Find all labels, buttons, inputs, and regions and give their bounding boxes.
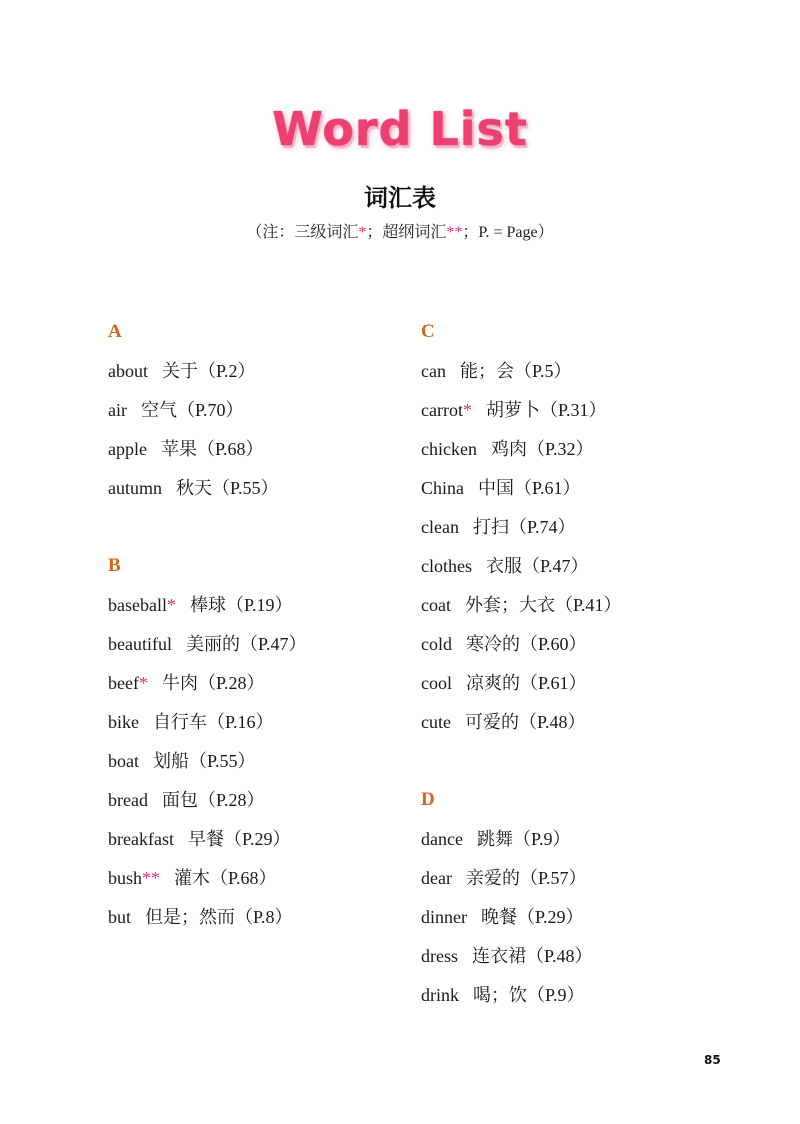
- entry-word: [421, 981, 459, 1009]
- entry-meaning: 中国（P.61）: [478, 478, 581, 498]
- word-entry: [421, 864, 741, 903]
- legend-note: [0, 219, 800, 242]
- word-column-left: [108, 318, 428, 942]
- entry-meaning: 胡萝卜（P.31）: [485, 400, 607, 420]
- entry-word-text: can: [421, 361, 446, 381]
- entry-word-text: clothes: [421, 556, 472, 576]
- entry-meaning: 秋天（P.55）: [176, 478, 279, 498]
- word-entry: [421, 942, 741, 981]
- entry-word-text: clean: [421, 517, 459, 537]
- entry-meaning: 牛肉（P.28）: [161, 673, 265, 693]
- entry-word-text: baseball: [108, 595, 167, 615]
- page-title: Word List: [272, 102, 528, 156]
- word-entry: [108, 474, 428, 513]
- entry-word: [108, 630, 172, 658]
- word-entry: [421, 825, 741, 864]
- entry-meaning: 灌木（P.68）: [174, 868, 277, 888]
- word-entry: [108, 747, 428, 786]
- level-mark: *: [138, 673, 148, 693]
- word-entry: [108, 357, 428, 396]
- entry-word-text: dress: [421, 946, 458, 966]
- note-star-single: *: [358, 224, 367, 241]
- note-open: （注：三级词汇: [246, 224, 359, 241]
- entry-word-text: apple: [108, 439, 147, 459]
- note-star-double: **: [446, 224, 463, 241]
- entry-word-text: bike: [108, 712, 139, 732]
- word-entry: [108, 903, 428, 942]
- entry-meaning: 鸡肉（P.32）: [490, 439, 594, 459]
- entry-meaning: 晚餐（P.29）: [480, 907, 584, 927]
- entry-meaning: 面包（P.28）: [161, 790, 265, 810]
- section-letter: C: [421, 321, 435, 342]
- entry-word-text: carrot: [421, 400, 463, 420]
- entry-word-text: drink: [421, 985, 459, 1005]
- entry-word: [421, 903, 467, 931]
- word-entry: [108, 630, 428, 669]
- entry-meaning: 喝；饮（P.9）: [473, 985, 585, 1005]
- entry-meaning: 凉爽的（P.61）: [466, 673, 587, 693]
- entry-word-text: breakfast: [108, 829, 174, 849]
- entry-word-text: bush: [108, 868, 143, 888]
- note-mid: ；超纲词汇: [366, 224, 447, 241]
- entry-meaning: 苹果（P.68）: [160, 439, 264, 459]
- level-mark: *: [166, 595, 176, 615]
- word-entry: [108, 435, 428, 474]
- entry-meaning: 能；会（P.5）: [459, 361, 572, 381]
- entry-meaning: 关于（P.2）: [162, 361, 256, 381]
- word-entry: [421, 669, 741, 708]
- entry-meaning: 外套；大衣（P.41）: [464, 595, 622, 615]
- entry-word: [108, 864, 160, 892]
- entry-word-text: about: [108, 361, 148, 381]
- entry-meaning: 但是；然而（P.8）: [145, 907, 293, 927]
- page-number: 85: [704, 1053, 721, 1067]
- word-entry: [421, 435, 741, 474]
- entry-meaning: 早餐（P.29）: [187, 829, 291, 849]
- entry-meaning: 打扫（P.74）: [472, 517, 576, 537]
- entry-meaning: 美丽的（P.47）: [185, 634, 307, 654]
- entry-meaning: 棒球（P.19）: [189, 595, 293, 615]
- word-entry: [421, 396, 741, 435]
- word-entry: [108, 669, 428, 708]
- word-entry: [108, 786, 428, 825]
- word-entry: [108, 864, 428, 903]
- entry-word: [108, 357, 148, 385]
- word-entry: [421, 708, 741, 747]
- entry-word: [108, 591, 176, 619]
- entry-word: [421, 630, 452, 658]
- entry-meaning: 寒冷的（P.60）: [466, 634, 587, 654]
- entry-word: [421, 513, 459, 541]
- word-entry: [421, 357, 741, 396]
- entry-word-text: cute: [421, 712, 451, 732]
- entry-word-text: cool: [421, 673, 452, 693]
- entry-word-text: beef: [108, 673, 139, 693]
- entry-word: [421, 864, 452, 892]
- entry-word-text: cold: [421, 634, 452, 654]
- section-letter: A: [108, 321, 122, 342]
- entry-word: [421, 591, 451, 619]
- page-subtitle: 词汇表: [364, 184, 436, 212]
- entry-meaning: 连衣裙（P.48）: [472, 946, 593, 966]
- entry-word: [421, 474, 464, 502]
- word-column-right: [421, 318, 741, 1020]
- word-entry: [421, 630, 741, 669]
- entry-word-text: dear: [421, 868, 452, 888]
- word-entry: [421, 903, 741, 942]
- entry-meaning: 划船（P.55）: [153, 751, 256, 771]
- entry-word: [108, 747, 139, 775]
- entry-meaning: 空气（P.70）: [140, 400, 244, 420]
- entry-meaning: 自行车（P.16）: [153, 712, 274, 732]
- entry-word: [108, 396, 127, 424]
- note-end: ；P. = Page）: [462, 224, 554, 241]
- entry-meaning: 亲爱的（P.57）: [465, 868, 587, 888]
- entry-meaning: 跳舞（P.9）: [476, 829, 571, 849]
- entry-word: [108, 708, 139, 736]
- entry-word: [108, 669, 148, 697]
- section-letter: D: [421, 789, 435, 810]
- word-entry: [421, 513, 741, 552]
- entry-word-text: beautiful: [108, 634, 172, 654]
- word-entry: [421, 981, 741, 1020]
- word-entry: [421, 552, 741, 591]
- entry-meaning: 可爱的（P.48）: [464, 712, 586, 732]
- section-gap: [108, 513, 428, 552]
- entry-word: [421, 825, 463, 853]
- word-entry: [421, 474, 741, 513]
- entry-word: [421, 552, 472, 580]
- level-mark: **: [142, 868, 161, 888]
- level-mark: *: [462, 400, 472, 420]
- entry-word: [421, 435, 477, 463]
- entry-word-text: dance: [421, 829, 463, 849]
- word-entry: [108, 396, 428, 435]
- entry-word: [108, 825, 174, 853]
- entry-word-text: bread: [108, 790, 148, 810]
- entry-word: [421, 708, 451, 736]
- word-entry: [108, 591, 428, 630]
- entry-word: [108, 786, 148, 814]
- entry-word-text: coat: [421, 595, 451, 615]
- entry-word: [108, 435, 147, 463]
- entry-word-text: chicken: [421, 439, 477, 459]
- entry-word-text: autumn: [108, 478, 162, 498]
- word-entry: [108, 708, 428, 747]
- entry-word-text: dinner: [421, 907, 467, 927]
- entry-word: [108, 903, 131, 931]
- entry-word: [421, 357, 446, 385]
- entry-word-text: but: [108, 907, 132, 927]
- entry-word-text: boat: [108, 751, 139, 771]
- entry-word: [421, 669, 452, 697]
- section-gap: [421, 747, 741, 786]
- entry-word: [108, 474, 162, 502]
- entry-word-text: China: [421, 478, 464, 498]
- section-letter: B: [108, 555, 121, 576]
- entry-meaning: 衣服（P.47）: [486, 556, 589, 576]
- entry-word: [421, 942, 458, 970]
- word-entry: [108, 825, 428, 864]
- entry-word: [421, 396, 472, 424]
- entry-word-text: air: [108, 400, 127, 420]
- word-entry: [421, 591, 741, 630]
